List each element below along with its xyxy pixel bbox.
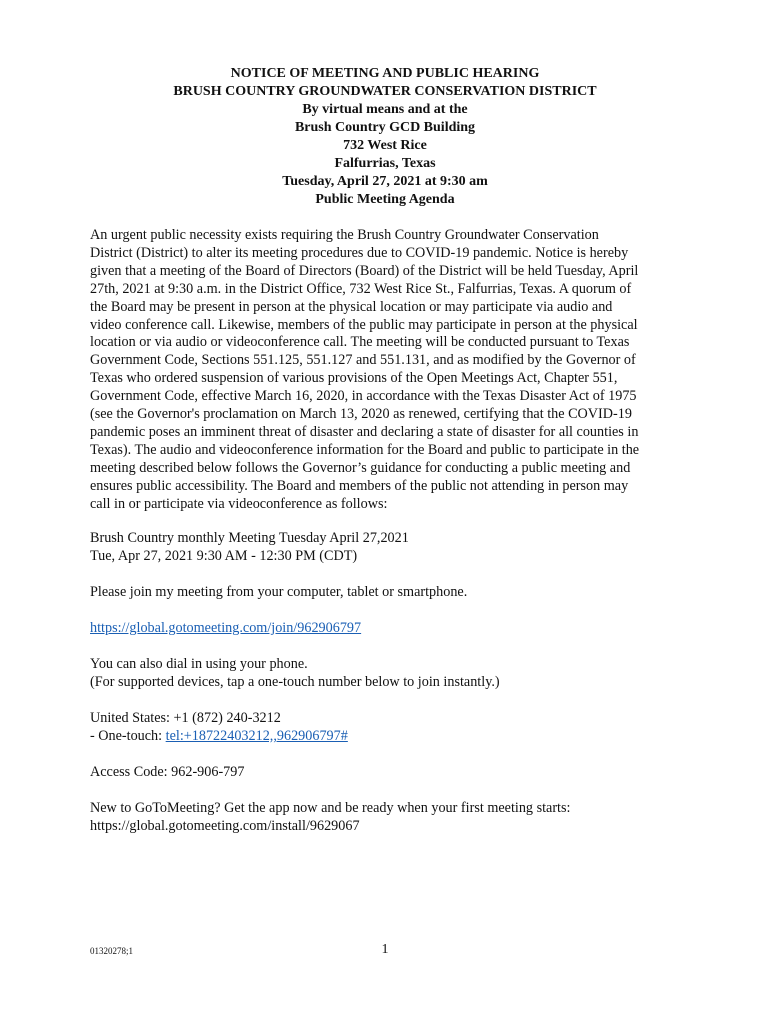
intro-line: 27th, 2021 at 9:30 a.m. in the District Office, 732 West Rice St., Falfurrias, Texas. A quorum of	[90, 280, 632, 297]
intro-line: (see the Governor's proclamation on March 13, 2020 as renewed, certifying that the COVID-19	[90, 406, 632, 423]
app-install-url: https://global.gotomeeting.com/install/9629067	[90, 817, 360, 834]
header-line-address: 732 West Rice	[343, 138, 427, 153]
dial-line-1: You can also dial in using your phone.	[90, 656, 308, 672]
one-touch-label: - One-touch:	[90, 727, 166, 744]
header-line-title: NOTICE OF MEETING AND PUBLIC HEARING	[230, 66, 540, 81]
join-text: Please join my meeting from your computer, tablet or smartphone.	[90, 584, 468, 600]
join-meeting-link[interactable]: https://global.gotomeeting.com/join/962906797	[90, 620, 362, 636]
dial-instructions	[90, 656, 690, 692]
intro-line: the Board may be present in person at the physical location or may participate via audio and	[90, 298, 613, 315]
intro-line: District (District) to alter its meeting procedures due to COVID-19 pandemic. Notice is hereby	[90, 244, 629, 261]
phone-block	[90, 710, 690, 746]
join-instructions	[90, 584, 690, 602]
dial-line-2: (For supported devices, tap a one-touch number below to join instantly.)	[90, 673, 500, 690]
header-line-date: Tuesday, April 27, 2021 at 9:30 am	[282, 174, 488, 189]
app-line-1: New to GoToMeeting? Get the app now and be ready when your first meeting starts:	[90, 800, 571, 816]
one-touch-link[interactable]: tel:+18722403212,,962906797#	[165, 727, 348, 744]
access-code-block	[90, 764, 690, 782]
intro-line: pandemic poses an imminent threat of disaster and declaring a state of disaster for all counties in	[90, 423, 639, 440]
intro-line: call in or participate via videoconference as follows:	[90, 495, 388, 512]
intro-line: given that a meeting of the Board of Directors (Board) of the District will be held Tuesday, April	[90, 262, 639, 279]
meeting-time: Tue, Apr 27, 2021 9:30 AM - 12:30 PM (CDT)	[90, 547, 358, 564]
intro-line: ensures public accessibility. The Board and members of the public not attending in person may	[90, 477, 629, 494]
intro-line: Government Code, Sections 551.125, 551.127 and 551.131, and as modified by the Governor of	[90, 352, 636, 369]
intro-line: location or via audio or videoconference call. The meeting will be conducted pursuant to Texas	[90, 334, 630, 351]
us-phone-number: United States: +1 (872) 240-3212	[90, 710, 281, 726]
header-line-means: By virtual means and at the	[302, 102, 468, 117]
intro-line: meeting described below follows the Governor’s guidance for conducting a public meeting and	[90, 459, 631, 476]
document-id: 01320278;1	[90, 946, 134, 956]
intro-paragraph	[90, 227, 690, 514]
notice-header	[0, 65, 770, 209]
intro-line: Texas). The audio and videoconference information for the Board and public to participate in the	[90, 441, 640, 458]
meeting-details	[90, 530, 690, 566]
meeting-title: Brush Country monthly Meeting Tuesday April 27,2021	[90, 530, 409, 546]
join-link-block	[90, 620, 690, 638]
app-install-block	[90, 800, 690, 836]
intro-line: Texas who ordered suspension of various provisions of the Open Meetings Act, Chapter 551,	[90, 370, 618, 387]
header-line-agenda: Public Meeting Agenda	[315, 192, 455, 207]
intro-line: Government Code, effective March 16, 2020, in accordance with the Texas Disaster Act of 1975	[90, 388, 637, 405]
intro-line: An urgent public necessity exists requiring the Brush Country Groundwater Conservation	[90, 227, 599, 243]
page-number: 1	[381, 942, 389, 957]
header-line-district: BRUSH COUNTRY GROUNDWATER CONSERVATION DISTRICT	[173, 84, 597, 99]
header-line-city: Falfurrias, Texas	[334, 156, 436, 171]
access-code: Access Code: 962-906-797	[90, 764, 245, 780]
header-line-building: Brush Country GCD Building	[294, 120, 476, 135]
intro-line: video conference call. Likewise, members of the public may participate in person at the physical	[90, 316, 638, 333]
